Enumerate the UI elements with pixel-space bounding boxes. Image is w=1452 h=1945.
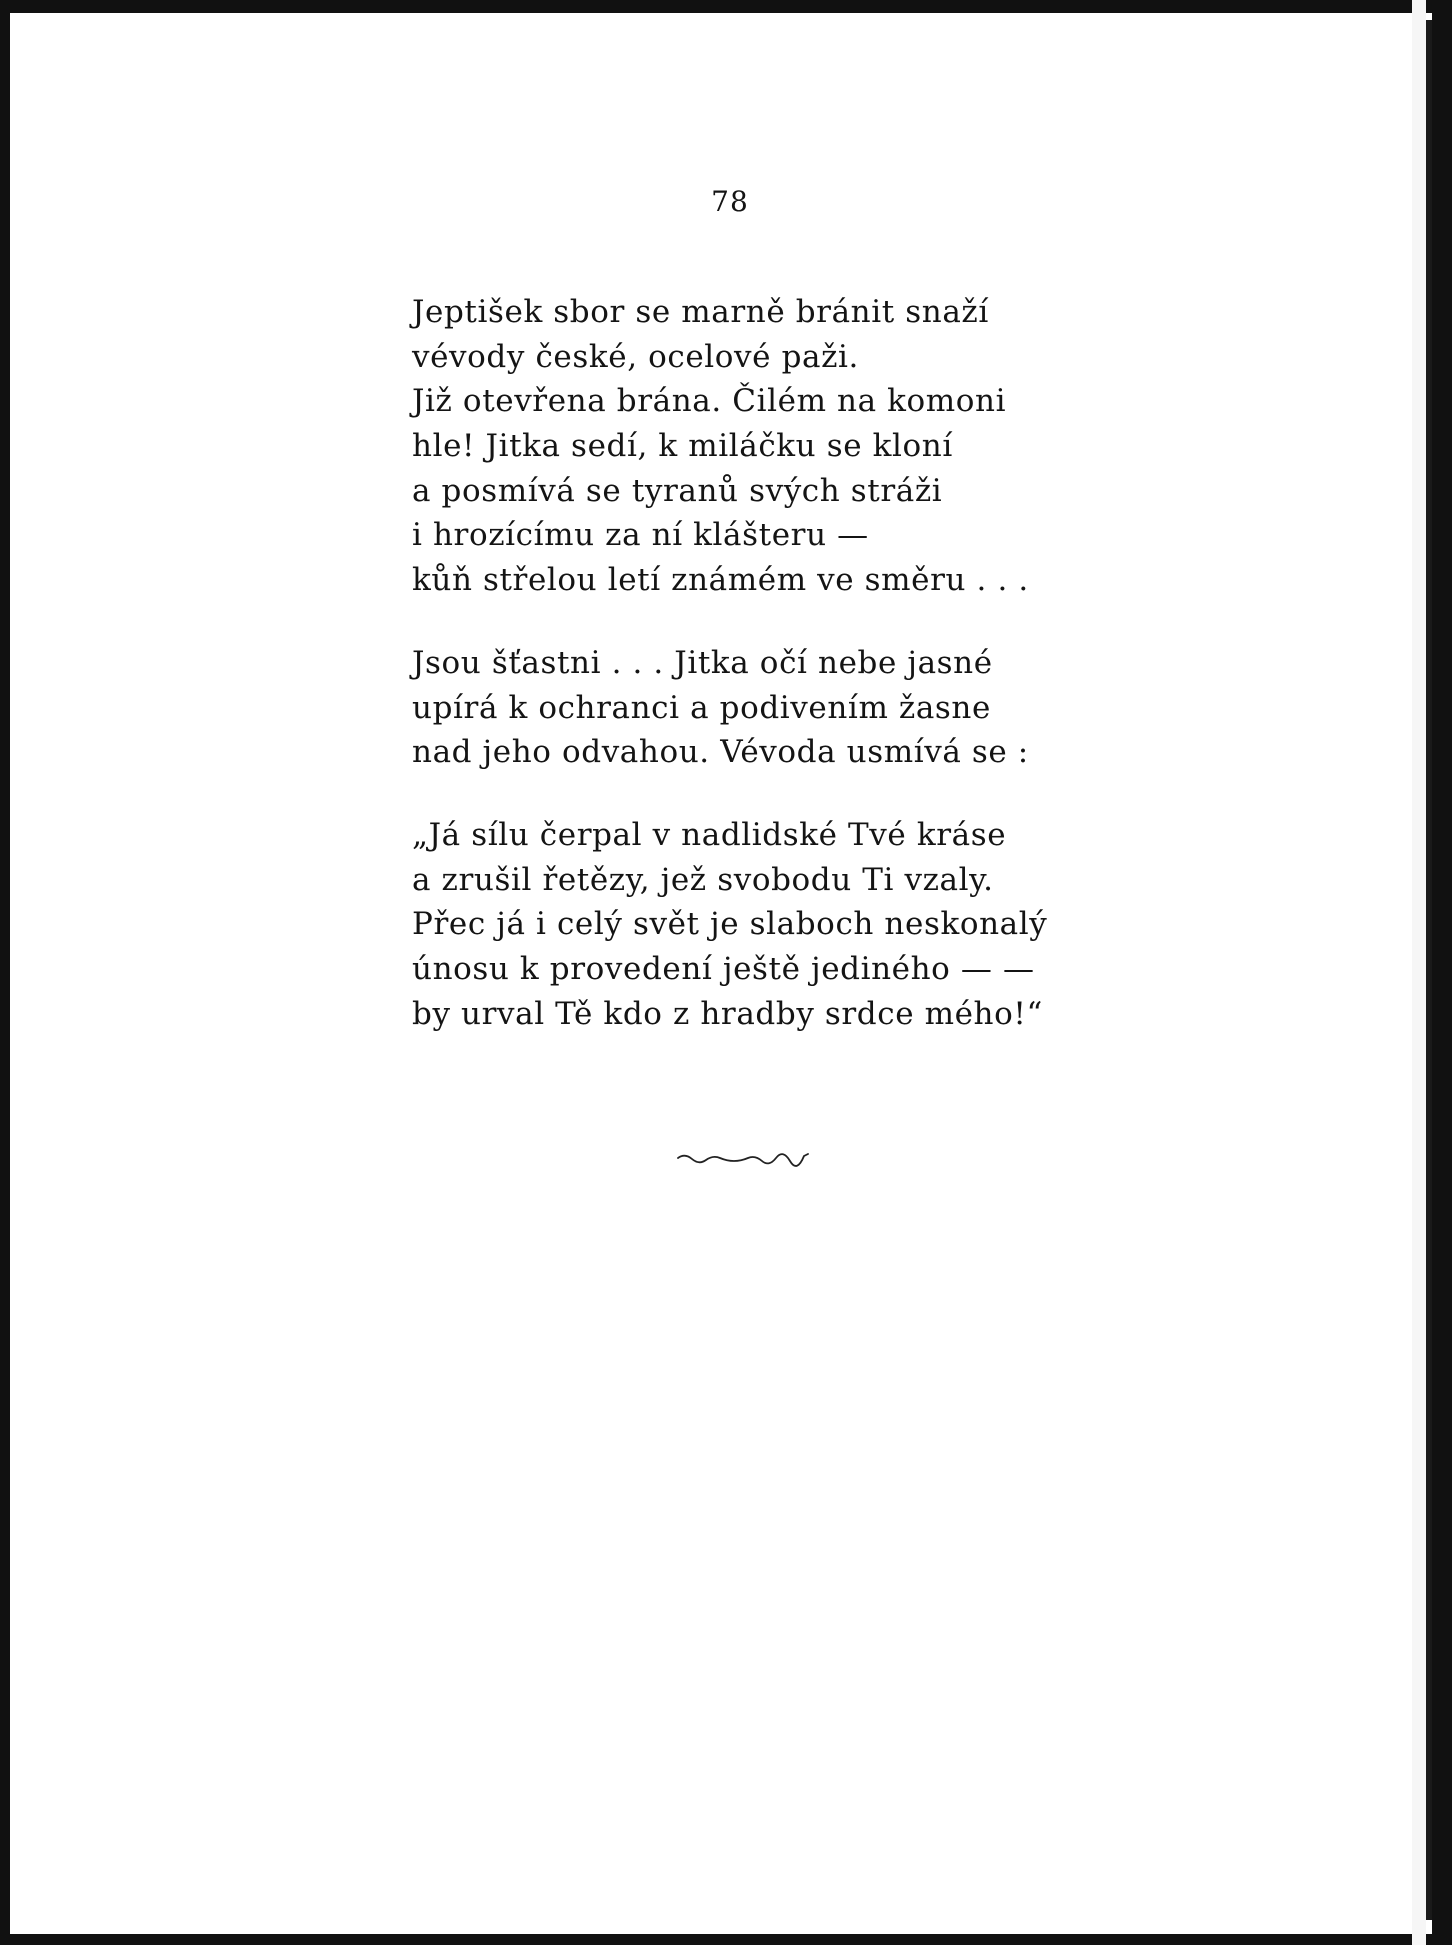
verse-line: vévody české, ocelové paži.: [412, 338, 859, 375]
verse-line: a zrušil řetězy, jež svobodu Ti vzaly.: [412, 861, 994, 898]
verse-line: a posmívá se tyranů svých stráži: [412, 472, 943, 509]
wavy-line-ornament-icon: [676, 1152, 810, 1168]
verse-line: hle! Jitka sedí, k miláčku se kloní: [412, 428, 953, 465]
verse-line: „Já sílu čerpal v nadlidské Tvé kráse: [412, 816, 1007, 853]
stanza-1: [412, 290, 1172, 603]
stanza-2: [412, 641, 1172, 775]
verse-line: Přec já i celý svět je slaboch neskonalý: [412, 906, 1048, 943]
stanza-3: [412, 813, 1172, 1036]
verse-line: Jeptišek sbor se marně bránit snaží: [412, 294, 989, 330]
verse-line: nad jeho odvahou. Vévoda usmívá se :: [412, 734, 1029, 771]
verse-line: únosu k provedení ještě jediného — —: [412, 950, 1035, 987]
verse-line: by urval Tě kdo z hradby srdce mého!“: [412, 995, 1043, 1032]
page-edge: [1412, 0, 1452, 1945]
verse-line: Jsou šťastni . . . Jitka očí nebe jasné: [412, 644, 993, 681]
poem-text: [412, 290, 1172, 1036]
page-number: 78: [711, 185, 749, 218]
verse-line: kůň střelou letí známém ve směru . . .: [412, 562, 1029, 599]
verse-line: i hrozícímu za ní klášteru —: [412, 517, 869, 554]
verse-line: upírá k ochranci a podivením žasne: [412, 689, 991, 726]
verse-line: Již otevřena brána. Čilém na komoni: [412, 383, 1007, 420]
